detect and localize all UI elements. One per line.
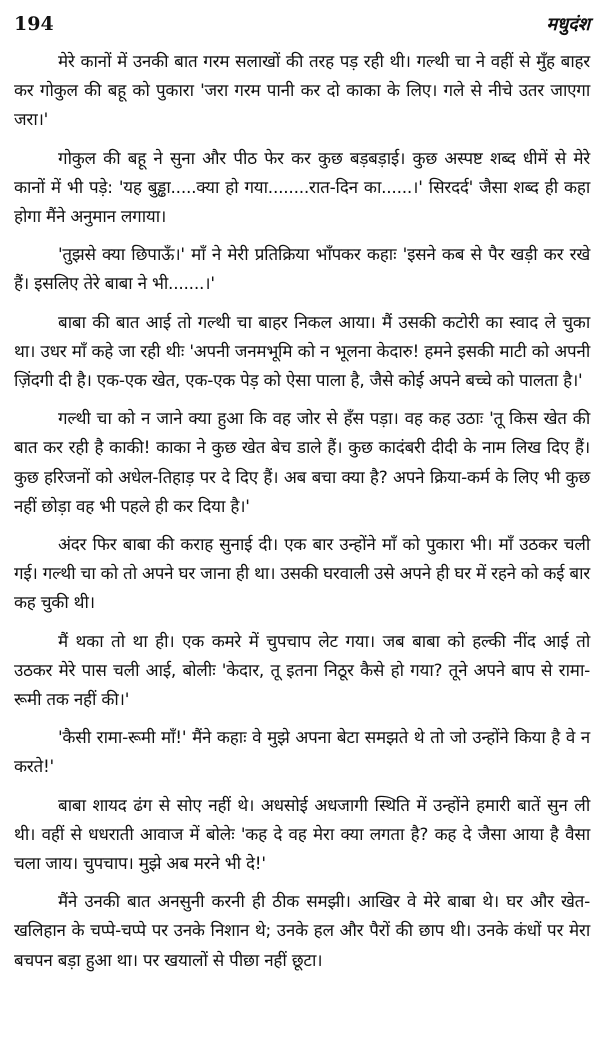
paragraph: मैं थका तो था ही। एक कमरे में चुपचाप लेट गया। जब बाबा को हल्की नींद आई तो उठकर मेरे पास चली आई, बोलीः 'केदार, तू इतना निठूर कैसे हो गया? तूने अपने बाप से रामा-रूमी तक नहीं की।' (14, 631, 590, 711)
paragraph: अंदर फिर बाबा की कराह सुनाई दी। एक बार उन्होंने माँ को पुकारा भी। माँ उठकर चली गई। गल्थी चा को तो अपने घर जाना ही था। उसकी घरवाली उसे अपने ही घर में रहने को कई बार कह चुकी थी। (14, 535, 590, 614)
body-text (14, 48, 590, 976)
running-head: मधुदंश (546, 14, 590, 35)
paragraph: गल्थी चा को न जाने क्या हुआ कि वह जोर से हँस पड़ा। वह कह उठाः 'तू किस खेत की बात कर रही है काकी! काका ने कुछ खेत बेच डाले हैं। कुछ कादंबरी दीदी के नाम लिख दिए हैं। कुछ हरिजनों को अधेल-तिहाड़ पर दे दिए हैं। अब बचा क्या है? अपने क्रिया-कर्म के लिए भी कुछ नहीं छोड़ा वह भी पहले ही कर दिया है।' (14, 409, 590, 517)
paragraph: बाबा की बात आई तो गल्थी चा बाहर निकल आया। मैं उसकी कटोरी का स्वाद ले चुका था। उधर माँ कहे जा रही थीः 'अपनी जनमभूमि को न भूलना केदारु! हमने इसकी माटी को अपनी ज़िंदगी दी है। एक-एक खेत, एक-एक पेड़ को ऐसा पाला है, जैसे कोई अपने बच्चे को पालता है।' (14, 312, 590, 392)
paragraph: मेरे कानों में उनकी बात गरम सलाखों की तरह पड़ रही थी। गल्थी चा ने वहीं से मुँह बाहर कर गोकुल की बहू को पुकारा 'जरा गरम पानी कर दो काका के लिए। गले से नीचे उतर जाएगा जरा।' (14, 52, 590, 131)
paragraph: बाबा शायद ढंग से सोए नहीं थे। अधसोई अधजागी स्थिति में उन्होंने हमारी बातें सुन ली थी। वहीं से धधराती आवाज में बोलेः 'कह दे वह मेरा क्या लगता है? कह दे जैसा आया है वैसा चला जाय। चुपचाप। मुझे अब मरने भी दे!' (14, 795, 590, 875)
paragraph: गोकुल की बहू ने सुना और पीठ फेर कर कुछ बड़बड़ाई। कुछ अस्पष्ट शब्द धीमें से मेरे कानों में भी पड़े: 'यह बुड्ढा.....क्या हो गया........रात-दिन का......।' सिरदर्द' जैसा शब्द ही कहा होगा मैंने अनुमान लगाया। (14, 148, 590, 228)
page-number: 194 (14, 13, 54, 35)
page-header (14, 12, 590, 46)
paragraph: मैंने उनकी बात अनसुनी करनी ही ठीक समझी। आखिर वे मेरे बाबा थे। घर और खेत-खलिहान के चप्पे-चप्पे पर उनके निशान थे; उनके हल और पैरों की छाप थी। उनके कंधों पर मेरा बचपन बड़ा हुआ था। पर खयालों से पीछा नहीं छूटा। (14, 892, 590, 971)
paragraph: 'कैसी रामा-रूमी माँ!' मैंने कहाः वे मुझे अपना बेटा समझते थे तो जो उन्होंने किया है वे न करते!' (14, 728, 590, 778)
paragraph: 'तुझसे क्या छिपाऊँ।' माँ ने मेरी प्रतिक्रिया भाँपकर कहाः 'इसने कब से पैर खड़ी कर रखे हैं। इसलिए तेरे बाबा ने भी.......।' (14, 245, 590, 295)
